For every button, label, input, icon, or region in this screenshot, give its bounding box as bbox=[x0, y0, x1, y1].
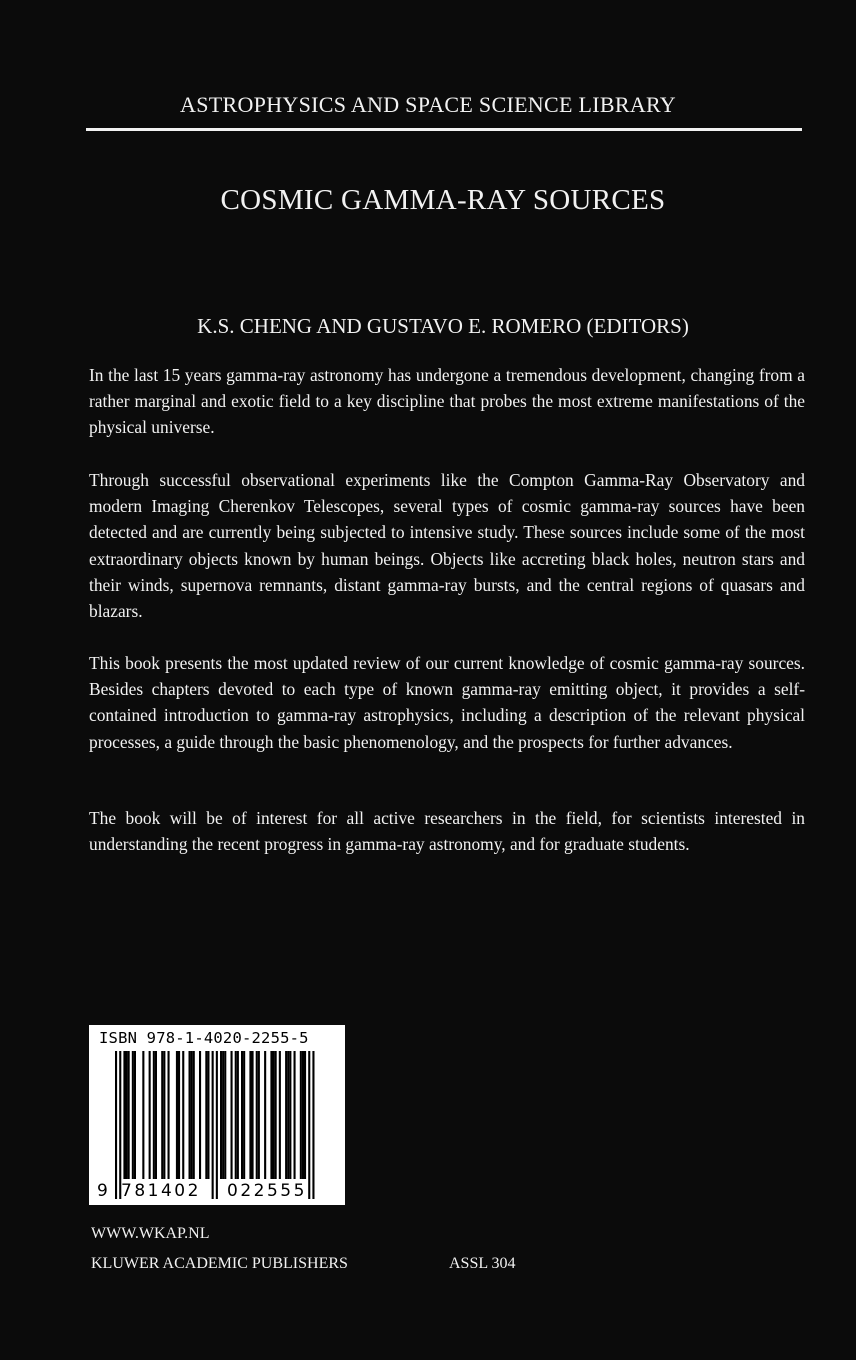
barcode-bar bbox=[273, 1051, 275, 1179]
barcode-bar bbox=[302, 1051, 304, 1179]
barcode-bar bbox=[126, 1051, 128, 1179]
barcode-bar bbox=[163, 1051, 165, 1179]
barcode-bar bbox=[123, 1051, 125, 1179]
barcode-bar bbox=[287, 1051, 289, 1179]
barcode-digits-left: 781402 bbox=[121, 1181, 201, 1201]
barcode-bar bbox=[241, 1051, 243, 1179]
barcode-bar bbox=[132, 1051, 134, 1179]
barcode-bar bbox=[216, 1051, 218, 1199]
barcode-bar bbox=[178, 1051, 180, 1179]
barcode-bar bbox=[189, 1051, 191, 1179]
barcode-bar bbox=[128, 1051, 130, 1179]
barcode-bar bbox=[249, 1051, 251, 1179]
publisher-name: KLUWER ACADEMIC PUBLISHERS bbox=[91, 1255, 348, 1272]
barcode-bar bbox=[134, 1051, 136, 1179]
blurb-paragraph-1: In the last 15 years gamma-ray astronomy has undergone a tremendous development, changing from a rather marginal and exotic field to a key discipline that probes the most extreme manifestations of the physical universe. bbox=[89, 365, 805, 438]
barcode-bar bbox=[275, 1051, 277, 1179]
publisher-url: WWW.WKAP.NL bbox=[91, 1225, 210, 1242]
series-number: ASSL 304 bbox=[449, 1255, 516, 1272]
isbn-barcode bbox=[89, 1025, 345, 1205]
barcode-bar bbox=[300, 1051, 302, 1179]
barcode-bar bbox=[224, 1051, 226, 1179]
barcode-bar bbox=[312, 1051, 314, 1199]
editors-line: K.S. CHENG AND GUSTAVO E. ROMERO (EDITORS) bbox=[197, 314, 689, 338]
barcode-bar bbox=[212, 1051, 214, 1199]
barcode-bar bbox=[155, 1051, 157, 1179]
barcode-bar bbox=[222, 1051, 224, 1179]
barcode-bars bbox=[89, 1025, 345, 1205]
barcode-bar bbox=[270, 1051, 272, 1179]
barcode-bar bbox=[115, 1051, 117, 1199]
barcode-bar bbox=[294, 1051, 296, 1179]
barcode-bar bbox=[168, 1051, 170, 1179]
barcode-digits-right: 022555 bbox=[227, 1181, 307, 1201]
barcode-bar bbox=[199, 1051, 201, 1179]
barcode-bar bbox=[304, 1051, 306, 1179]
barcode-bar bbox=[176, 1051, 178, 1179]
barcode-bar bbox=[285, 1051, 287, 1179]
barcode-bar bbox=[237, 1051, 239, 1179]
barcode-bar bbox=[205, 1051, 207, 1179]
barcode-bar bbox=[207, 1051, 209, 1179]
book-title: COSMIC GAMMA-RAY SOURCES bbox=[220, 184, 666, 216]
barcode-bar bbox=[308, 1051, 310, 1199]
blurb-paragraph-2: Through successful observational experiments like the Compton Gamma-Ray Observatory and modern Imaging Cherenkov Telescopes, several types of cosmic gamma-ray sources have been detected and are currently being subjected to intensive study. These sources include some of the most extraordinary objects known by human beings. Objects like accreting black holes, neutron stars and their winds, supernova remnants, distant gamma-ray bursts, and the central regions of quasars and blazars. bbox=[89, 470, 805, 622]
barcode-digit-lead: 9 bbox=[97, 1181, 108, 1201]
barcode-bar bbox=[279, 1051, 281, 1179]
barcode-bar bbox=[142, 1051, 144, 1179]
barcode-bar bbox=[193, 1051, 195, 1179]
isbn-label: ISBN 978-1-4020-2255-5 bbox=[99, 1029, 309, 1047]
barcode-bar bbox=[220, 1051, 222, 1179]
barcode-bar bbox=[256, 1051, 258, 1179]
barcode-bar bbox=[289, 1051, 291, 1179]
blurb-paragraph-4: The book will be of interest for all active researchers in the field, for scientists interested in understanding the recent progress in gamma-ray astronomy, and for graduate students. bbox=[89, 808, 805, 855]
barcode-bar bbox=[231, 1051, 233, 1179]
barcode-bar bbox=[182, 1051, 184, 1179]
barcode-bar bbox=[153, 1051, 155, 1179]
header-rule bbox=[86, 128, 802, 131]
barcode-bar bbox=[252, 1051, 254, 1179]
barcode-bar bbox=[191, 1051, 193, 1179]
barcode-bar bbox=[161, 1051, 163, 1179]
blurb-paragraph-3: This book presents the most updated review of our current knowledge of cosmic gamma-ray sources. Besides chapters devoted to each type of known gamma-ray emitting object, it provides a self-contained introduction to gamma-ray astrophysics, including a description of the relevant physical processes, a guide through the basic phenomenology, and the prospects for further advances. bbox=[89, 653, 805, 752]
series-title: ASTROPHYSICS AND SPACE SCIENCE LIBRARY bbox=[180, 92, 676, 117]
barcode-bar bbox=[258, 1051, 260, 1179]
barcode-bar bbox=[119, 1051, 121, 1199]
barcode-bar bbox=[243, 1051, 245, 1179]
barcode-bar bbox=[264, 1051, 266, 1179]
barcode-bar bbox=[149, 1051, 151, 1179]
barcode-bar bbox=[235, 1051, 237, 1179]
